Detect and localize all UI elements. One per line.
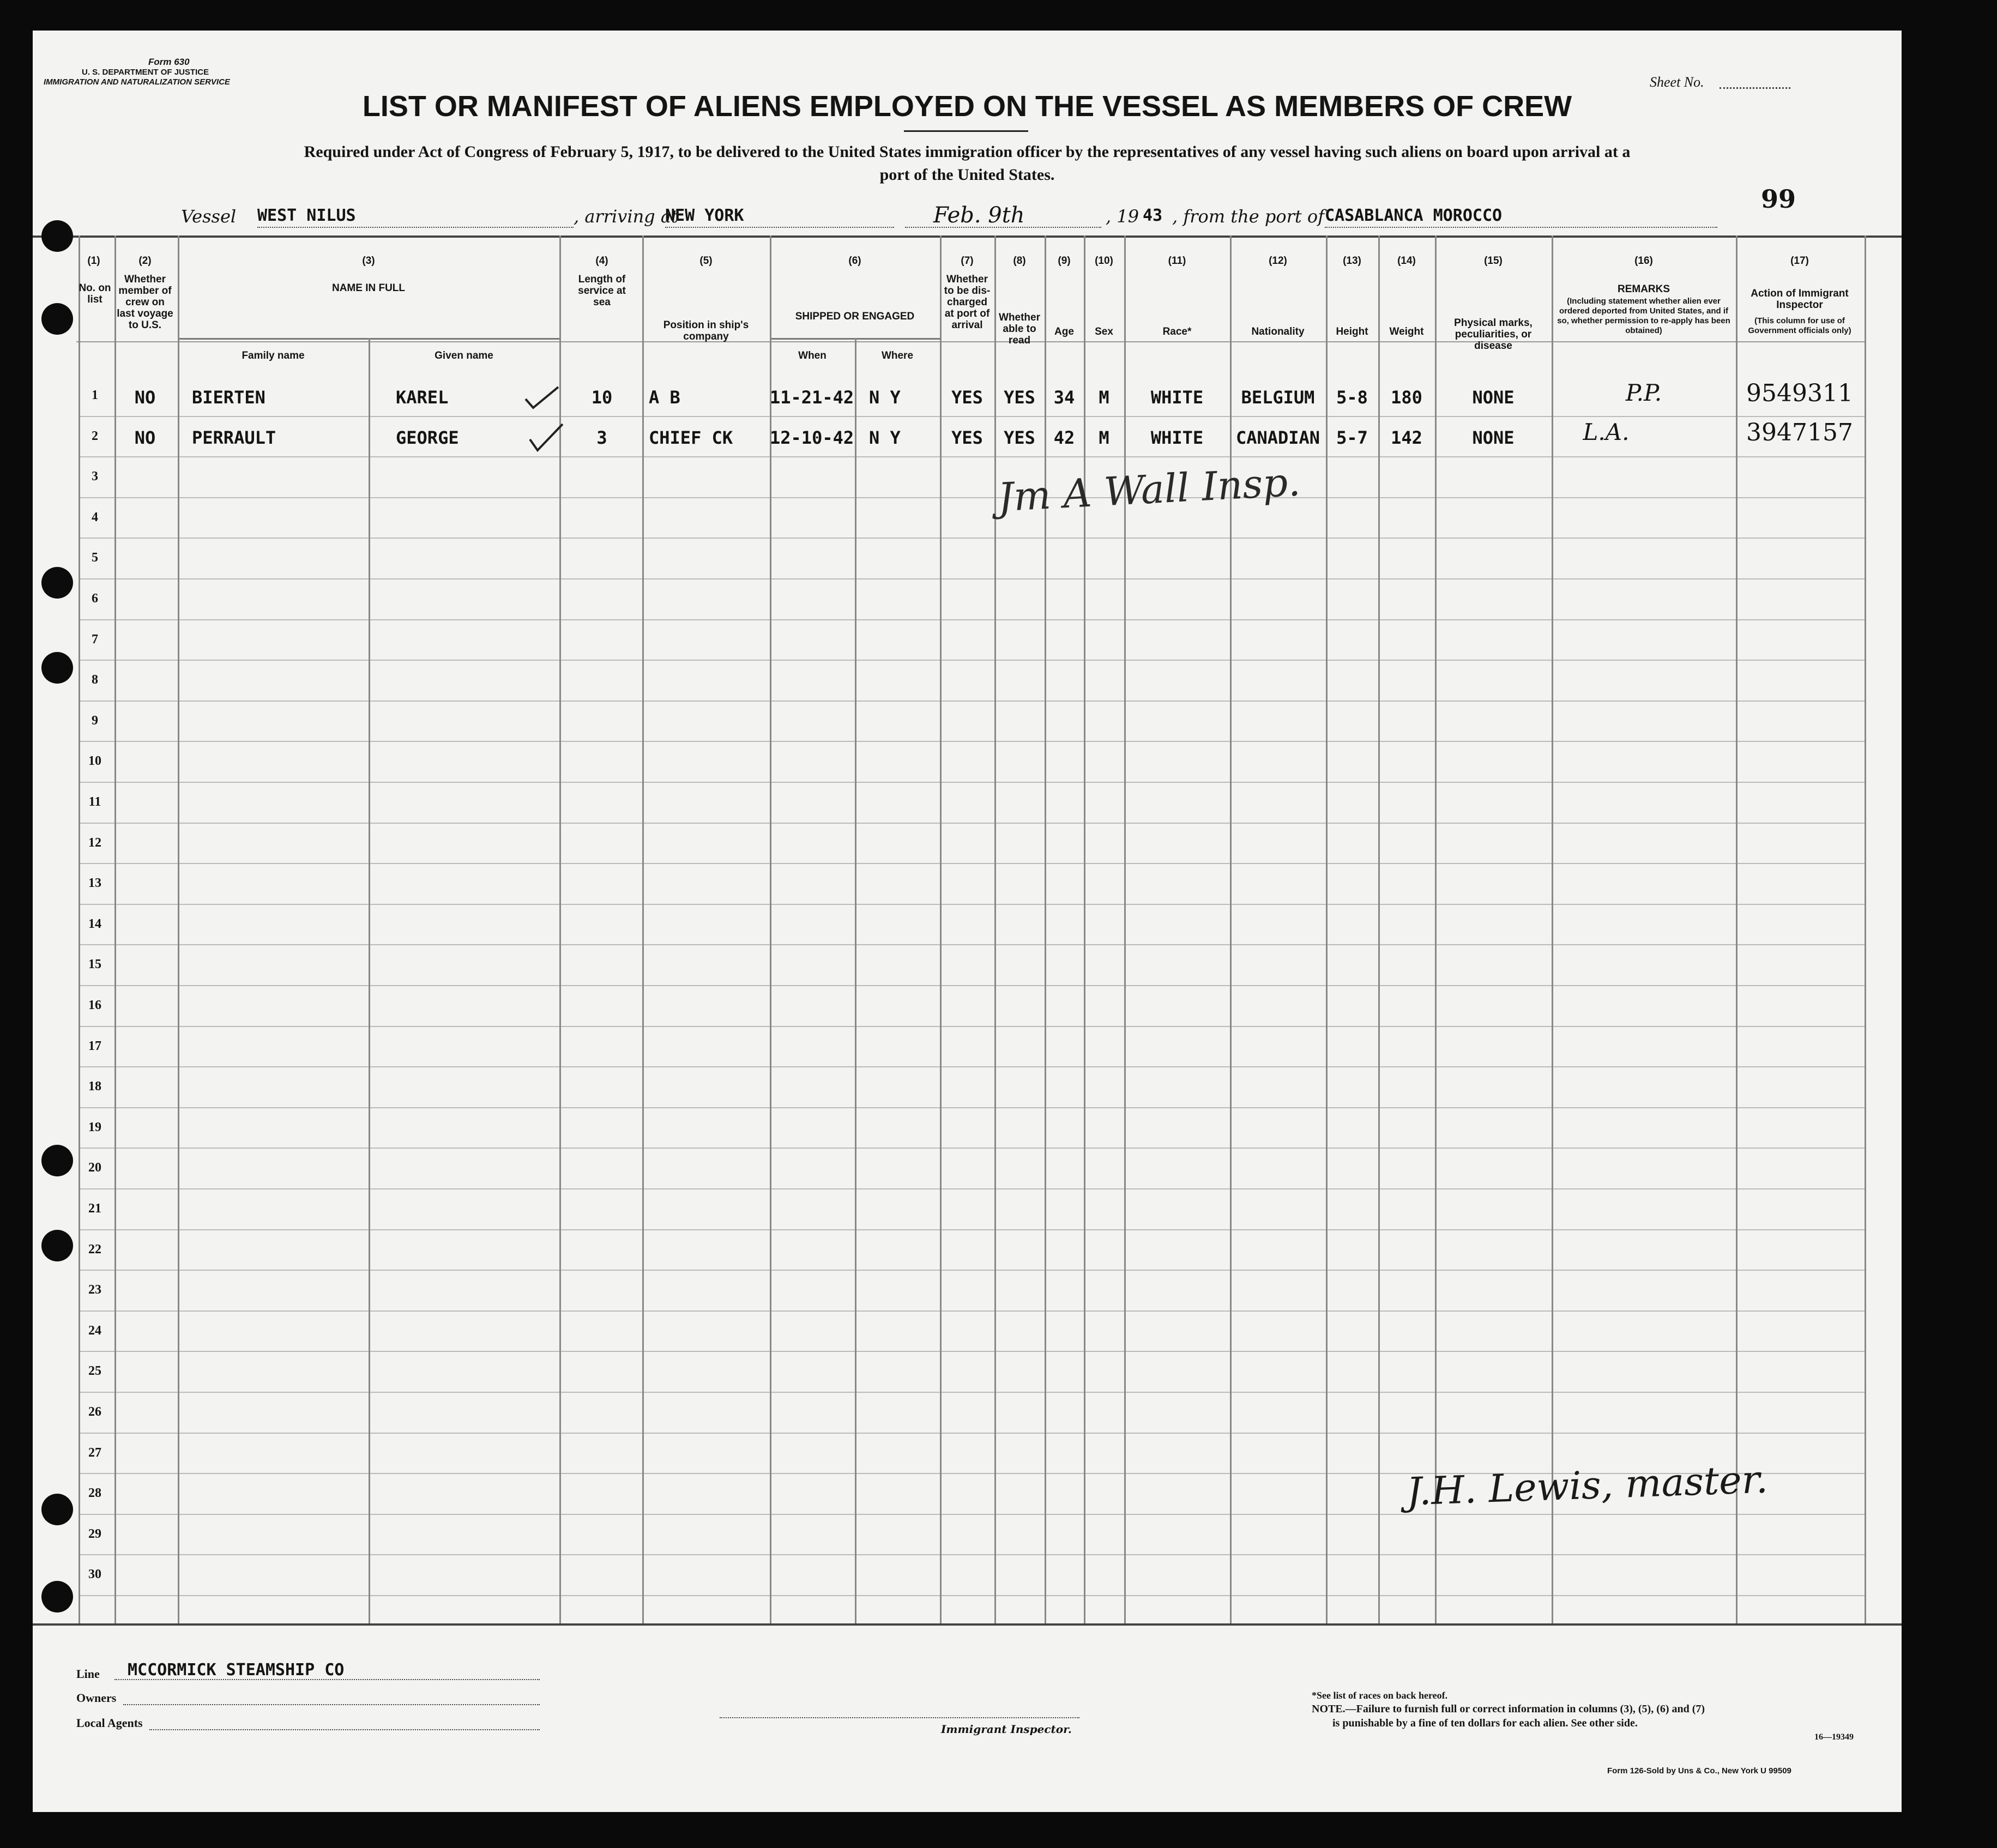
col-9-number: (9): [1058, 255, 1071, 267]
col-7-label: Whether to be dis-charged at port of arrival: [944, 274, 991, 331]
row-1-discharged: YES: [951, 387, 983, 408]
col-3-label: NAME IN FULL: [331, 282, 406, 294]
row-rule: [79, 1310, 1865, 1312]
punch-hole: [41, 652, 73, 684]
row-2-age: 42: [1053, 427, 1075, 448]
col-1-label: No. on list: [79, 282, 111, 305]
master-signature: J.H. Lewis, master.: [1405, 1457, 1769, 1514]
row-number: 8: [92, 673, 98, 687]
sheet-number-blank: [1720, 87, 1790, 89]
row-number: 20: [88, 1161, 101, 1175]
table-top-rule: [33, 235, 1902, 238]
column-rule: [1865, 235, 1866, 1623]
col-5-number: (5): [699, 255, 713, 267]
row-2-position: CHIEF CK: [649, 427, 733, 448]
row-rule: [79, 1433, 1865, 1434]
table-bottom-rule: [33, 1623, 1902, 1626]
penalty-note-line1: NOTE.—Failure to furnish full or correct information in columns (3), (5), (6) and (7): [1312, 1703, 1705, 1715]
year-prefix: , 19: [1106, 206, 1139, 227]
col-6-number: (6): [848, 255, 861, 267]
row-rule: [79, 1066, 1865, 1067]
row-2-able-to-read: YES: [1004, 427, 1035, 448]
row-number: 14: [88, 917, 101, 931]
row-rule: [79, 1392, 1865, 1393]
col-8-number: (8): [1013, 255, 1026, 267]
form-number: Form 630: [148, 57, 190, 67]
col-7-number: (7): [961, 255, 974, 267]
manifest-sheet: [33, 31, 1902, 1812]
sheet-number-label: Sheet No.: [1650, 74, 1704, 90]
punch-hole: [41, 1581, 73, 1613]
column-rule: [642, 235, 644, 1623]
department-name: U. S. DEPARTMENT OF JUSTICE: [82, 68, 209, 77]
col-14-number: (14): [1397, 255, 1416, 267]
row-number: 1: [92, 388, 98, 402]
row-1-position: A B: [649, 387, 680, 408]
title-underline: [904, 130, 1028, 132]
row-number: 21: [88, 1201, 101, 1216]
col-12-label: Nationality: [1251, 326, 1305, 337]
col-3-given-label: Given name: [435, 350, 493, 361]
checkmark-icon: [523, 384, 562, 412]
row-rule: [79, 985, 1865, 986]
col-4-number: (4): [595, 255, 608, 267]
col-1-number: (1): [87, 255, 100, 267]
inspector-caption: Immigrant Inspector.: [941, 1723, 1072, 1736]
arrival-date-blank: [905, 227, 1101, 228]
row-rule: [79, 1554, 1865, 1555]
row-rule: [79, 700, 1865, 702]
row-1-given-name: KAREL: [396, 387, 449, 408]
row-1-shipped-where: N Y: [869, 387, 901, 408]
column-rule: [178, 235, 179, 1623]
row-number: 5: [92, 551, 98, 565]
row-1-crew: NO: [134, 387, 156, 408]
row-1-service-length: 10: [591, 387, 613, 408]
col-4-label: Length of service at sea: [578, 274, 626, 308]
col-11-label: Race*: [1162, 326, 1192, 337]
row-2-race: WHITE: [1150, 427, 1204, 448]
line-label: Line: [76, 1667, 100, 1681]
printer-imprint: Form 126-Sold by Uns & Co., New York U 99509: [1607, 1766, 1791, 1775]
col-17-note: (This column for use of Government officials only): [1748, 316, 1851, 335]
col-2-label: Whether member of crew on last voyage to U.S.: [117, 274, 173, 331]
vessel-name-blank: [257, 227, 574, 228]
col-6-when-label: When: [798, 350, 826, 361]
row-rule: [79, 741, 1865, 742]
col-5-label: Position in ship's company: [663, 319, 749, 342]
col-14-label: Weight: [1389, 326, 1424, 337]
row-rule: [79, 660, 1865, 661]
page-number: 99: [1761, 184, 1796, 214]
row-number: 9: [92, 714, 98, 728]
row-number: 11: [88, 795, 101, 809]
row-rule: [79, 944, 1865, 945]
inspector-signature: Jm A Wall Insp.: [997, 458, 1302, 521]
row-1-race: WHITE: [1150, 387, 1204, 408]
row-2-physical-marks: NONE: [1472, 427, 1515, 448]
row-rule: [79, 619, 1865, 620]
races-note: *See list of races on back hereof.: [1312, 1690, 1448, 1701]
agents-label: Local Agents: [76, 1716, 143, 1730]
col-3-number: (3): [362, 255, 375, 267]
col-17-label: Action of Immigrant Inspector: [1751, 288, 1849, 311]
col-10-number: (10): [1095, 255, 1113, 267]
owners-label: Owners: [76, 1691, 117, 1705]
row-number: 24: [88, 1324, 101, 1338]
row-number: 3: [92, 469, 98, 484]
row-number: 19: [88, 1120, 101, 1134]
punch-hole: [41, 1230, 73, 1261]
row-number: 25: [88, 1364, 101, 1378]
col-9-label: Age: [1054, 326, 1074, 337]
col-16-note: (Including statement whether alien ever ordered deported from United States, and if so, whether permission to re-apply has been obtained): [1557, 297, 1730, 335]
row-rule: [79, 456, 1865, 457]
row-1-sex: M: [1099, 387, 1109, 408]
service-name: IMMIGRATION AND NATURALIZATION SERVICE: [44, 77, 230, 87]
row-rule: [79, 823, 1865, 824]
year-suffix: 43: [1143, 206, 1163, 225]
row-2-shipped-where: N Y: [869, 427, 901, 448]
row-number: 6: [92, 591, 98, 606]
row-2-crew: NO: [134, 427, 156, 448]
col-6-label: SHIPPED OR ENGAGED: [795, 311, 915, 322]
row-2-weight: 142: [1391, 427, 1422, 448]
col-12-number: (12): [1269, 255, 1287, 267]
page-subtitle-line1: Required under Act of Congress of February 5, 1917, to be delivered to the United States immigration officer by the representatives of any vessel having such aliens on board upon arrival at a: [304, 143, 1631, 161]
row-rule: [79, 1229, 1865, 1230]
punch-hole: [41, 303, 73, 335]
col-15-number: (15): [1484, 255, 1503, 267]
row-number: 2: [92, 429, 98, 443]
row-rule: [79, 1148, 1865, 1149]
row-rule: [79, 416, 1865, 417]
col-17-number: (17): [1790, 255, 1809, 267]
row-number: 26: [88, 1405, 101, 1419]
from-port-blank: [1325, 227, 1717, 228]
col-10-label: Sex: [1095, 326, 1113, 337]
row-2-remarks: L.A.: [1583, 419, 1630, 445]
row-1-shipped-when: 11-21-42: [770, 387, 854, 408]
row-1-physical-marks: NONE: [1472, 387, 1515, 408]
row-rule: [79, 1188, 1865, 1189]
header-rule: [76, 341, 1865, 342]
row-number: 22: [88, 1242, 101, 1257]
row-number: 18: [88, 1079, 101, 1094]
row-number: 30: [88, 1567, 101, 1581]
row-1-height: 5-8: [1336, 387, 1368, 408]
page-subtitle-line2: port of the United States.: [879, 166, 1055, 184]
from-port-label: , from the port of: [1172, 206, 1325, 227]
col-16-number: (16): [1634, 255, 1653, 267]
row-rule: [79, 497, 1865, 498]
row-rule: [79, 1351, 1865, 1352]
row-1-remarks: P.P.: [1625, 379, 1662, 406]
inspector-signature-line: [720, 1717, 1079, 1718]
row-1-family-name: BIERTEN: [192, 387, 266, 408]
column-rule: [369, 338, 370, 1623]
row-number: 16: [88, 998, 101, 1012]
row-1-age: 34: [1053, 387, 1075, 408]
row-number: 10: [88, 754, 101, 768]
row-rule: [79, 1514, 1865, 1515]
row-rule: [79, 1270, 1865, 1271]
arrival-date: Feb. 9th: [933, 203, 1025, 228]
col-13-number: (13): [1343, 255, 1361, 267]
line-blank: [114, 1679, 540, 1680]
row-2-sex: M: [1099, 427, 1109, 448]
row-number: 7: [92, 632, 98, 647]
col-8-label: Whether able to read: [999, 312, 1040, 346]
line-value: MCCORMICK STEAMSHIP CO: [128, 1660, 345, 1680]
col-15-label: Physical marks, peculiarities, or disease: [1454, 317, 1533, 352]
owners-blank: [123, 1704, 540, 1705]
col-3-family-label: Family name: [242, 350, 305, 361]
row-number: 15: [88, 957, 101, 971]
row-1-inspector-action: 9549311: [1746, 379, 1853, 407]
col-2-number: (2): [138, 255, 152, 267]
col-11-number: (11): [1168, 255, 1186, 267]
column-rule: [855, 338, 856, 1623]
row-2-nationality: CANADIAN: [1235, 427, 1320, 448]
row-number: 12: [88, 836, 101, 850]
row-2-inspector-action: 3947157: [1746, 419, 1853, 446]
agents-blank: [149, 1729, 540, 1730]
row-number: 13: [88, 876, 101, 890]
row-2-discharged: YES: [951, 427, 983, 448]
vessel-name: WEST NILUS: [257, 206, 356, 225]
vessel-label: Vessel: [181, 206, 237, 227]
arriving-label: , arriving at: [574, 206, 678, 227]
punch-hole: [41, 220, 73, 252]
row-number: 29: [88, 1527, 101, 1541]
punch-hole: [41, 1145, 73, 1176]
row-rule: [79, 1107, 1865, 1108]
row-number: 17: [88, 1039, 101, 1053]
row-2-height: 5-7: [1336, 427, 1368, 448]
row-2-given-name: GEORGE: [396, 427, 459, 448]
row-rule: [79, 904, 1865, 905]
row-2-shipped-when: 12-10-42: [770, 427, 854, 448]
arriving-port: NEW YORK: [665, 206, 744, 225]
page-title: LIST OR MANIFEST OF ALIENS EMPLOYED ON THE VESSEL AS MEMBERS OF CREW: [362, 90, 1572, 123]
punch-hole: [41, 1494, 73, 1525]
row-2-service-length: 3: [596, 427, 607, 448]
row-rule: [79, 538, 1865, 539]
penalty-note-line2: is punishable by a fine of ten dollars for each alien. See other side.: [1332, 1717, 1638, 1729]
row-rule: [79, 1595, 1865, 1596]
row-number: 27: [88, 1446, 101, 1460]
row-2-family-name: PERRAULT: [192, 427, 276, 448]
row-1-weight: 180: [1391, 387, 1422, 408]
row-number: 28: [88, 1486, 101, 1500]
col-13-label: Height: [1336, 326, 1368, 337]
punch-hole: [41, 567, 73, 599]
from-port: CASABLANCA MOROCCO: [1325, 206, 1503, 225]
row-1-able-to-read: YES: [1004, 387, 1035, 408]
row-1-nationality: BELGIUM: [1241, 387, 1315, 408]
checkmark-icon: [528, 421, 566, 454]
row-number: 4: [92, 510, 98, 524]
row-rule: [79, 1026, 1865, 1027]
row-rule: [79, 782, 1865, 783]
row-rule: [79, 863, 1865, 864]
form-code: 16—19349: [1814, 1732, 1854, 1742]
row-rule: [79, 578, 1865, 579]
col-6-where-label: Where: [881, 350, 914, 361]
col-16-label: REMARKS: [1617, 283, 1670, 295]
row-number: 23: [88, 1283, 101, 1297]
arriving-blank: [665, 227, 894, 228]
